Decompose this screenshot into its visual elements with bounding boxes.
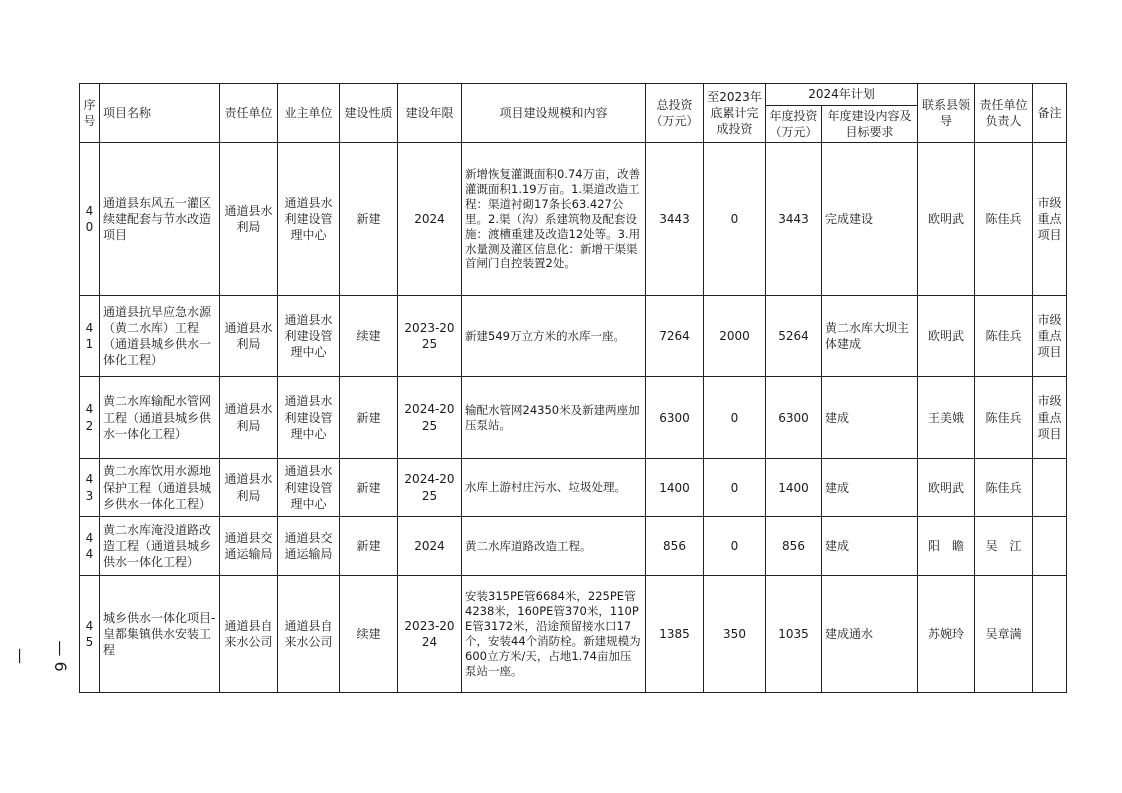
header-person: 责任单位负责人	[975, 84, 1033, 143]
row-total: 7264	[646, 295, 704, 377]
row-seq: 45	[80, 575, 100, 692]
row-person: 陈佳兵	[975, 377, 1033, 459]
row-person: 吴 江	[975, 517, 1033, 576]
row-name: 黄二水库饮用水源地保护工程（通道县城乡供水一体化工程）	[100, 458, 220, 517]
row-owner: 通道县水利建设管理中心	[278, 377, 340, 459]
row-person: 陈佳兵	[975, 458, 1033, 517]
row-remark: 市级重点项目	[1033, 377, 1067, 459]
header-period: 建设年限	[398, 84, 462, 143]
row-owner: 通道县水利建设管理中心	[278, 143, 340, 296]
row-cum: 350	[704, 575, 766, 692]
row-nature: 续建	[340, 295, 398, 377]
row-person: 陈佳兵	[975, 295, 1033, 377]
row-nature: 新建	[340, 458, 398, 517]
row-content: 建成通水	[822, 575, 918, 692]
row-cum: 0	[704, 458, 766, 517]
row-total: 856	[646, 517, 704, 576]
row-period: 2024-2025	[398, 458, 462, 517]
row-owner: 通道县水利建设管理中心	[278, 295, 340, 377]
row-owner: 通道县自来水公司	[278, 575, 340, 692]
header-seq: 序号	[80, 84, 100, 143]
row-content: 完成建设	[822, 143, 918, 296]
row-cum: 2000	[704, 295, 766, 377]
row-annual: 6300	[766, 377, 822, 459]
header-plan: 2024年计划	[766, 84, 918, 106]
row-cum: 0	[704, 377, 766, 459]
header-remark: 备注	[1033, 84, 1067, 143]
row-seq: 41	[80, 295, 100, 377]
row-resp-unit: 通道县水利局	[220, 458, 278, 517]
header-total: 总投资（万元）	[646, 84, 704, 143]
row-annual: 856	[766, 517, 822, 576]
header-scope: 项目建设规模和内容	[462, 84, 646, 143]
row-resp-unit: 通道县水利局	[220, 377, 278, 459]
row-content: 建成	[822, 517, 918, 576]
row-content: 黄二水库大坝主体建成	[822, 295, 918, 377]
row-period: 2023-2025	[398, 295, 462, 377]
row-scope: 新增恢复灌溉面积0.74万亩，改善灌溉面积1.19万亩。1.渠道改造工程：渠道衬砌17条长63.427公里。2.渠（沟）系建筑物及配套设施：渡槽重建及改造12处等。3.用水量测及灌区信息化：新增干渠渠首闸门自控装置2处。	[462, 143, 646, 296]
header-cum: 至2023年底累计完成投资	[704, 84, 766, 143]
row-seq: 44	[80, 517, 100, 576]
row-remark: 市级重点项目	[1033, 295, 1067, 377]
row-person: 吴章满	[975, 575, 1033, 692]
row-name: 黄二水库输配水管网工程（通道县城乡供水一体化工程）	[100, 377, 220, 459]
row-name: 通道县抗旱应急水源（黄二水库）工程（通道县城乡供水一体化工程）	[100, 295, 220, 377]
row-nature: 新建	[340, 517, 398, 576]
row-resp-unit: 通道县水利局	[220, 143, 278, 296]
row-seq: 40	[80, 143, 100, 296]
row-scope: 水库上游村庄污水、垃圾处理。	[462, 458, 646, 517]
row-period: 2024-2025	[398, 377, 462, 459]
row-scope: 黄二水库道路改造工程。	[462, 517, 646, 576]
row-leader: 欧明武	[918, 295, 975, 377]
row-owner: 通道县交通运输局	[278, 517, 340, 576]
row-resp-unit: 通道县交通运输局	[220, 517, 278, 576]
row-leader: 苏婉玲	[918, 575, 975, 692]
table-row	[80, 377, 1067, 459]
row-name: 黄二水库淹没道路改造工程（通道县城乡供水一体化工程）	[100, 517, 220, 576]
row-remark	[1033, 458, 1067, 517]
row-name: 城乡供水一体化项目-皇都集镇供水安装工程	[100, 575, 220, 692]
header-nature: 建设性质	[340, 84, 398, 143]
project-table	[79, 83, 1067, 693]
row-annual: 1400	[766, 458, 822, 517]
row-period: 2024	[398, 143, 462, 296]
header-name: 项目名称	[100, 84, 220, 143]
row-name: 通道县东风五一灌区续建配套与节水改造项目	[100, 143, 220, 296]
row-remark	[1033, 517, 1067, 576]
row-remark	[1033, 575, 1067, 692]
row-annual: 5264	[766, 295, 822, 377]
table-row	[80, 575, 1067, 692]
row-total: 3443	[646, 143, 704, 296]
row-total: 1385	[646, 575, 704, 692]
row-total: 6300	[646, 377, 704, 459]
row-person: 陈佳兵	[975, 143, 1033, 296]
row-remark: 市级重点项目	[1033, 143, 1067, 296]
row-resp-unit: 通道县自来水公司	[220, 575, 278, 692]
row-seq: 42	[80, 377, 100, 459]
table-row	[80, 143, 1067, 296]
row-nature: 新建	[340, 377, 398, 459]
row-scope: 安装315PE管6684米，225PE管4238米，160PE管370米，110PE管3172米，沿途预留接水口17个，安装44个消防栓。新建规模为600立方米/天，占地1.74亩加压泵站一座。	[462, 575, 646, 692]
row-cum: 0	[704, 517, 766, 576]
header-leader: 联系县领导	[918, 84, 975, 143]
header-content: 年度建设内容及目标要求	[822, 106, 918, 143]
row-leader: 欧明武	[918, 143, 975, 296]
row-period: 2024	[398, 517, 462, 576]
row-scope: 输配水管网24350米及新建两座加压泵站。	[462, 377, 646, 459]
table-row	[80, 517, 1067, 576]
row-period: 2023-2024	[398, 575, 462, 692]
row-scope: 新建549万立方米的水库一座。	[462, 295, 646, 377]
header-annual: 年度投资（万元）	[766, 106, 822, 143]
row-annual: 1035	[766, 575, 822, 692]
row-nature: 续建	[340, 575, 398, 692]
row-content: 建成	[822, 377, 918, 459]
row-owner: 通道县水利建设管理中心	[278, 458, 340, 517]
row-resp-unit: 通道县水利局	[220, 295, 278, 377]
row-total: 1400	[646, 458, 704, 517]
page-number: — 6 —	[11, 640, 70, 672]
row-leader: 欧明武	[918, 458, 975, 517]
row-seq: 43	[80, 458, 100, 517]
row-annual: 3443	[766, 143, 822, 296]
row-content: 建成	[822, 458, 918, 517]
row-leader: 阳 瞻	[918, 517, 975, 576]
header-resp-unit: 责任单位	[220, 84, 278, 143]
row-nature: 新建	[340, 143, 398, 296]
row-leader: 王美娥	[918, 377, 975, 459]
header-owner: 业主单位	[278, 84, 340, 143]
table-row	[80, 458, 1067, 517]
row-cum: 0	[704, 143, 766, 296]
table-row	[80, 295, 1067, 377]
